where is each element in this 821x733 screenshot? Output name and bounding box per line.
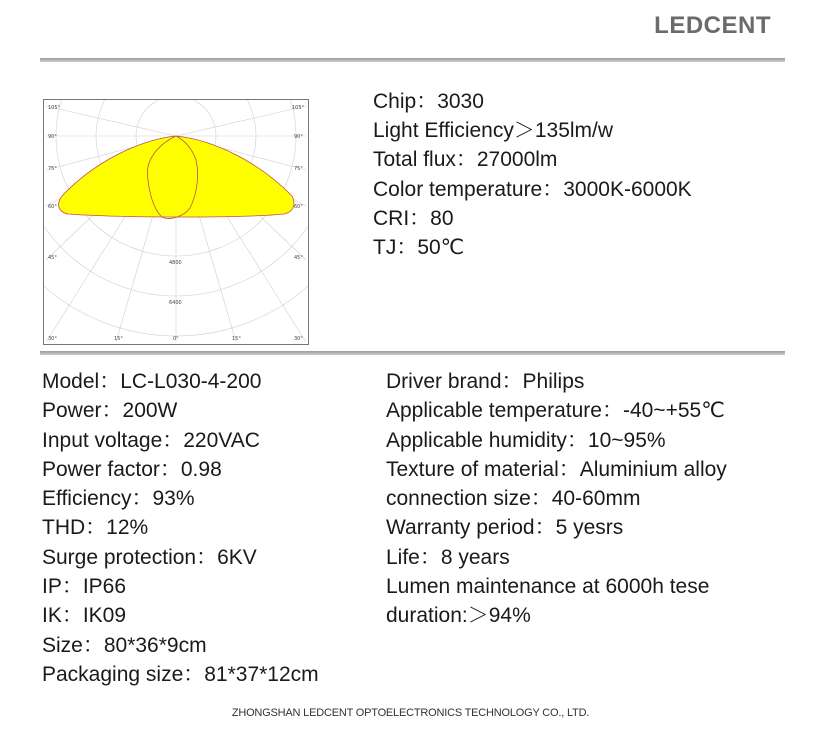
angle-label-right-4: 45°	[294, 255, 303, 261]
angle-label-left-3: 60°	[48, 204, 57, 210]
section-divider	[40, 351, 785, 355]
spec-driver-brand: Driver brand：Philips	[386, 370, 585, 393]
angle-label-right-2: 75°	[294, 166, 303, 172]
spec-surge-protection: Surge protection：6KV	[42, 545, 257, 569]
spec-life: Life：8 years	[386, 545, 510, 569]
spec-texture-of-material: Texture of material：Aluminium alloy	[386, 457, 727, 481]
spec-size: Size：80*36*9cm	[42, 633, 207, 657]
spec-efficiency: Efficiency：93%	[42, 487, 195, 511]
spec-applicable-humidity: Applicable humidity：10~95%	[386, 428, 666, 452]
intensity-label-0: 4800	[169, 260, 182, 266]
angle-label-right-3: 60°	[294, 204, 303, 210]
light-distribution-diagram	[43, 99, 309, 345]
spec-ik: IK：IK09	[42, 604, 127, 628]
key-specs-list	[373, 87, 692, 262]
spec-applicable-temperature: Applicable temperature：-40~+55℃	[386, 399, 725, 423]
intensity-label-1: 6400	[169, 300, 182, 306]
company-footer: ZHONGSHAN LEDCENT OPTOELECTRONICS TECHNOLOGY CO., LTD.	[231, 707, 590, 719]
spec-power-factor: Power factor：0.98	[42, 457, 222, 481]
angle-label-left-0: 105°	[48, 105, 61, 111]
spec-lumen-maintenance: Lumen maintenance at 6000h tese	[386, 575, 710, 599]
spec-connection-size: connection size：40-60mm	[386, 487, 641, 511]
spec-input-voltage: Input voltage：220VAC	[42, 428, 260, 452]
bottom-label-2: 15°	[232, 336, 241, 342]
polar-chart	[44, 100, 308, 344]
light-distribution-curve	[59, 136, 294, 217]
spec-ip: IP：IP66	[42, 575, 127, 599]
spec-lumen-maintenance-cont: duration:＞94%	[386, 604, 531, 628]
angle-label-right-1: 90°	[294, 134, 303, 140]
brand-logo-text: LEDCENT	[654, 12, 771, 39]
bottom-label-1: 0°	[173, 336, 179, 342]
angle-label-left-1: 90°	[48, 134, 57, 140]
spec-tj: TJ：50℃	[373, 236, 465, 260]
spec-thd: THD：12%	[42, 516, 149, 540]
spec-total-flux: Total flux：27000lm	[373, 148, 558, 172]
spec-light-efficiency: Light Efficiency＞135lm/w	[373, 119, 614, 143]
header-divider	[40, 58, 785, 62]
spec-model: Model：LC-L030-4-200	[42, 370, 262, 393]
specs-right-column	[386, 367, 727, 631]
specs-left-column	[42, 367, 319, 689]
bottom-label-0: 15°	[114, 336, 123, 342]
angle-label-left-4: 45°	[48, 255, 57, 261]
spec-color-temperature: Color temperature：3000K-6000K	[373, 177, 692, 201]
spec-power: Power：200W	[42, 399, 178, 423]
spec-cri: CRI：80	[373, 206, 454, 230]
spec-chip: Chip：3030	[373, 90, 484, 113]
spec-warranty-period: Warranty period：5 yesrs	[386, 516, 624, 540]
angle-label-left-5: 30°	[48, 336, 57, 342]
spec-packaging-size: Packaging size：81*37*12cm	[42, 662, 319, 686]
angle-label-left-2: 75°	[48, 166, 57, 172]
angle-label-right-5: 30°	[294, 336, 303, 342]
angle-label-right-0: 105°	[292, 105, 305, 111]
